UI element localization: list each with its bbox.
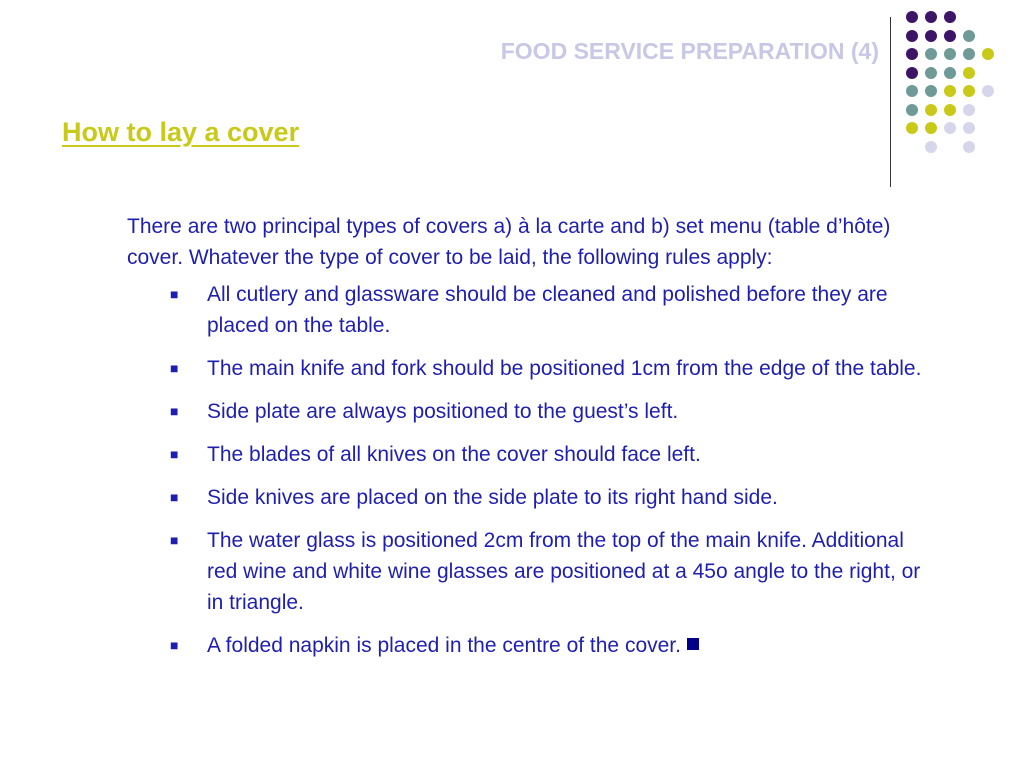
rule-text: A folded napkin is placed in the centre of the cover. bbox=[207, 634, 681, 657]
rule-text: The blades of all knives on the cover should face left. bbox=[207, 443, 701, 466]
decorative-dot bbox=[982, 122, 994, 134]
rule-item bbox=[170, 279, 927, 341]
decorative-dot bbox=[925, 67, 937, 79]
decorative-dot bbox=[963, 67, 975, 79]
slide-body bbox=[127, 211, 927, 673]
decorative-dot bbox=[963, 48, 975, 60]
decorative-dot bbox=[944, 48, 956, 60]
decorative-dot bbox=[925, 11, 937, 23]
bullet-square-icon: ■ bbox=[170, 637, 179, 653]
rule-item bbox=[170, 482, 927, 513]
decorative-dot bbox=[906, 141, 918, 153]
decorative-dot bbox=[925, 122, 937, 134]
decorative-dot bbox=[944, 141, 956, 153]
decorative-dot bbox=[963, 85, 975, 97]
decorative-dot bbox=[982, 104, 994, 116]
decorative-dot bbox=[944, 85, 956, 97]
divider-line bbox=[890, 17, 891, 187]
rule-text: All cutlery and glassware should be cleaned and polished before they are placed on the table. bbox=[207, 283, 888, 337]
decorative-dot bbox=[944, 30, 956, 42]
decorative-dot bbox=[963, 141, 975, 153]
bullet-square-icon: ■ bbox=[170, 532, 179, 548]
rule-text: The main knife and fork should be positioned 1cm from the edge of the table. bbox=[207, 357, 922, 380]
bullet-square-icon: ■ bbox=[170, 403, 179, 419]
slide-heading: How to lay a cover bbox=[62, 117, 300, 147]
decorative-dot bbox=[906, 67, 918, 79]
decorative-dot-grid bbox=[906, 11, 994, 153]
rule-item bbox=[170, 353, 927, 384]
rule-text: The water glass is positioned 2cm from the top of the main knife. Additional red wine and white wine glasses are positioned at a 45o angle to the right, or in triangle. bbox=[207, 529, 921, 614]
bullet-square-icon: ■ bbox=[170, 360, 179, 376]
decorative-dot bbox=[925, 48, 937, 60]
decorative-dot bbox=[963, 122, 975, 134]
decorative-dot bbox=[944, 11, 956, 23]
bullet-square-icon: ■ bbox=[170, 286, 179, 302]
decorative-dot bbox=[982, 11, 994, 23]
decorative-dot bbox=[963, 104, 975, 116]
decorative-dot bbox=[982, 67, 994, 79]
decorative-dot bbox=[982, 85, 994, 97]
decorative-dot bbox=[944, 122, 956, 134]
decorative-dot bbox=[944, 67, 956, 79]
decorative-dot bbox=[925, 141, 937, 153]
decorative-dot bbox=[982, 30, 994, 42]
end-square-icon bbox=[687, 638, 699, 650]
decorative-dot bbox=[906, 122, 918, 134]
bullet-square-icon: ■ bbox=[170, 446, 179, 462]
decorative-dot bbox=[963, 30, 975, 42]
rule-text: Side plate are always positioned to the guest’s left. bbox=[207, 400, 679, 423]
decorative-dot bbox=[925, 104, 937, 116]
rule-text: Side knives are placed on the side plate to its right hand side. bbox=[207, 486, 778, 509]
decorative-dot bbox=[906, 104, 918, 116]
rule-item bbox=[170, 630, 927, 661]
decorative-dot bbox=[906, 48, 918, 60]
rule-item bbox=[170, 439, 927, 470]
decorative-dot bbox=[982, 48, 994, 60]
decorative-dot bbox=[925, 85, 937, 97]
intro-paragraph: There are two principal types of covers a) à la carte and b) set menu (table d’hôte) cover. Whatever the type of cover to be laid, the following rules apply: bbox=[127, 215, 891, 269]
decorative-dot bbox=[963, 11, 975, 23]
rules-list bbox=[127, 279, 927, 661]
decorative-dot bbox=[906, 30, 918, 42]
rule-item bbox=[170, 396, 927, 427]
decorative-dot bbox=[944, 104, 956, 116]
rule-item bbox=[170, 525, 927, 618]
decorative-dot bbox=[982, 141, 994, 153]
decorative-dot bbox=[906, 11, 918, 23]
decorative-dot bbox=[906, 85, 918, 97]
bullet-square-icon: ■ bbox=[170, 489, 179, 505]
header-title: FOOD SERVICE PREPARATION (4) bbox=[500, 38, 879, 64]
decorative-dot bbox=[925, 30, 937, 42]
